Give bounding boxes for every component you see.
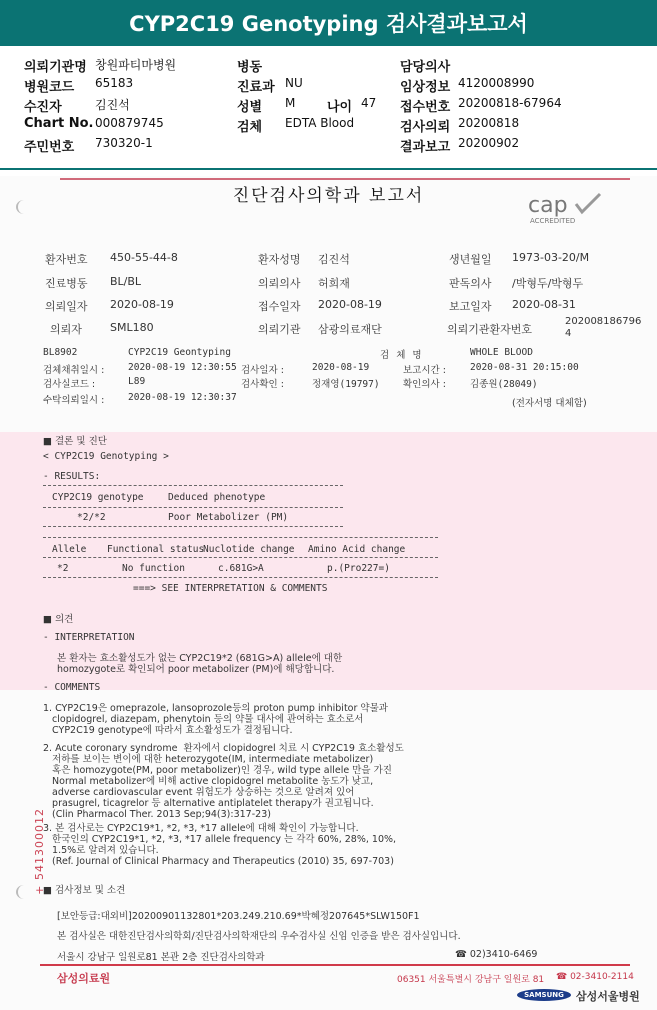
receipt-value: 20200818-67964 (458, 96, 562, 110)
report-header (0, 52, 657, 170)
row3-label2: 의뢰기관 (258, 323, 301, 336)
lab-phone: ☎ 02)3410-6469 (455, 949, 538, 960)
room-label: 검사실코드 : (43, 379, 96, 390)
row3-value2: 삼광의료재단 (318, 323, 382, 336)
report-time-value: 2020-08-31 20:15:00 (470, 362, 579, 373)
row0-value2: 김진석 (318, 253, 350, 266)
hcode-label: 병원코드 (24, 80, 75, 95)
col-genotype: CYP2C19 genotype (52, 492, 144, 503)
cap-logo-sub: ACCREDITED (530, 217, 576, 225)
row2-value3: 2020-08-31 (512, 298, 576, 311)
sex-value: M (285, 96, 296, 110)
row1-label3: 판독의사 (449, 277, 492, 290)
divider (43, 485, 343, 486)
sex-label: 성별 (237, 100, 263, 115)
divider (43, 507, 343, 508)
info-heading: ■ 검사정보 및 소견 (43, 885, 126, 896)
specimen-name-label: 검 체 명 (380, 350, 424, 361)
row0-value1: 450-55-44-8 (110, 251, 178, 264)
report-banner-title: CYP2C19 Genotyping 검사결과보고서 (0, 0, 657, 46)
cap-logo-text: cap (528, 193, 568, 218)
footer-address: 06351 서울특별시 강남구 일원로 81 (397, 975, 545, 985)
result-value: 20200902 (458, 136, 520, 150)
collect-label: 검체채취일시 : (43, 365, 105, 376)
interpretation-text: 본 환자는 효소활성도가 없는 CYP2C19*2 (681G>A) allele에 대한 homozygote로 확인되어 poor metabolizer (PM)에 해당합니다. (57, 653, 343, 675)
row2-label1: 의뢰일자 (45, 300, 88, 313)
footer-left-logo: 삼성의료원 (57, 972, 111, 985)
conclusion-heading: ■ 결론 및 진단 (43, 436, 107, 447)
row3-label3: 의뢰기관환자번호 (447, 323, 533, 336)
divider (43, 537, 438, 538)
row3-value3-extra: 4 (565, 328, 572, 339)
exam-date-value: 2020-08-19 (312, 362, 370, 373)
esign-note: (전자서명 대체함) (512, 398, 587, 409)
punch-hole (16, 885, 32, 899)
divider (43, 557, 438, 558)
checker-value: 정재영(19797) (312, 379, 380, 390)
receipt-label: 접수번호 (400, 100, 451, 115)
chart-label: Chart No. (24, 116, 94, 131)
row1-label2: 의뢰의사 (258, 277, 301, 290)
test-code: BL8902 (43, 347, 78, 358)
rrn-value: 730320-1 (95, 136, 153, 150)
lab-address: 서울시 강남구 일원로81 본관 2층 진단검사의학과 (57, 952, 265, 963)
specimen-name-value: WHOLE BLOOD (470, 347, 533, 358)
vertical-code (33, 808, 47, 895)
comment-2: 2. Acute coronary syndrome 환자에서 clopidogrel 치료 시 CYP2C19 효소활성도 저하를 보이는 변이에 대한 heterozygote(IM, intermediate metabolizer) 혹은 homozygote(PM, poor metabolizer)인 경우, wild type allele 만을 가진 Normal metabolizer에 비해 active clopidogrel metabolite 농도가 낮고, adverse cardiovascular event 위험도가 상승하는 것으로 알려져 있어 prasugrel, ticagrelor 등 alternative antiplatelet therapy가 권고됩니다. (Clin Pharmacol Ther. 2013 Sep;94(3):317-23) (43, 743, 404, 820)
col-nuc: Nuclotide change (203, 544, 295, 555)
room-value: L89 (128, 376, 146, 387)
specimen-label: 검체 (237, 120, 263, 135)
receive-value: 2020-08-19 12:30:37 (128, 392, 237, 403)
request-value: 20200818 (458, 116, 520, 130)
dept-label: 진료과 (237, 80, 275, 95)
test-name: CYP2C19 Geontyping (128, 347, 231, 358)
func-value: No function (122, 563, 185, 574)
report-title: 진단검사의학과 보고서 (232, 186, 425, 206)
row1-value1: BL/BL (110, 275, 142, 288)
age-label: 나이 (327, 100, 353, 115)
clinical-value: 4120008990 (458, 76, 535, 90)
doctor-label: 담당의사 (400, 60, 451, 75)
row1-value2: 허희재 (318, 277, 350, 290)
hcode-value: 65183 (95, 76, 134, 90)
report-top-rule (60, 178, 630, 180)
col-allele: Allele (52, 544, 87, 555)
header-divider (0, 168, 657, 170)
confirm-label: 확인의사 : (403, 379, 446, 390)
row0-value3: 1973-03-20/M (512, 251, 590, 264)
clinical-label: 임상정보 (400, 80, 451, 95)
report-time-label: 보고시간 : (403, 365, 446, 376)
divider (43, 577, 438, 578)
see-interpretation: ===> SEE INTERPRETATION & COMMENTS (133, 583, 328, 594)
cap-accredited-logo (528, 190, 610, 226)
allele-value: *2 (57, 563, 69, 574)
inst-value: 창원파티마병원 (95, 58, 177, 72)
footer-hospital: 삼성서울병원 (576, 990, 640, 1003)
confirm-value: 김종원(28049) (470, 379, 538, 390)
rrn-label: 주민번호 (24, 140, 75, 155)
patient-value: 김진석 (95, 98, 130, 112)
request-label: 검사의뢰 (400, 120, 451, 135)
ward-label: 병동 (237, 60, 263, 75)
security-line: [보안등급:대외비]20200901132801*203.249.210.69*박혜정207645*SLW150F1 (57, 911, 420, 922)
specimen-value: EDTA Blood (285, 116, 355, 130)
footer-rule (40, 964, 630, 966)
checker-label: 검사확인 : (241, 379, 284, 390)
row3-value3: 202008186796 (565, 316, 642, 327)
comment-3: 3. 본 검사로는 CYP2C19*1, *2, *3, *17 allele에 대해 확인이 가능합니다. 한국인의 CYP2C19*1, *2, *3, *17 allele frequency 는 각각 60%, 28%, 10%, 1.5%로 알려져 있습니다. (Ref. Journal of Clinical Pharmacy and Therapeutics (2010) 35, 697-703) (43, 823, 397, 867)
row3-value1: SML180 (110, 321, 154, 334)
samsung-logo: SAMSUNG (517, 989, 571, 1001)
col-func: Functional status (107, 544, 205, 555)
receive-label: 수탁의뢰일시 : (43, 395, 105, 406)
col-phenotype: Deduced phenotype (168, 492, 266, 503)
divider (43, 526, 343, 527)
results-heading: - RESULTS: (43, 471, 101, 482)
comment-1: 1. CYP2C19은 omeprazole, lansoprozole등의 proton pump inhibitor 약물과 clopidogrel, diazepam, phenytoin 등의 약물 대사에 관여하는 효소로서 CYP2C19 genotype에 따라서 효소활성도가 결정됩니다. (43, 703, 388, 736)
genotype-value: *2/*2 (77, 512, 106, 523)
interpretation-heading: - INTERPRETATION (43, 632, 135, 643)
result-label: 결과보고 (400, 140, 451, 155)
row2-label2: 접수일자 (258, 300, 301, 313)
row1-label1: 진료병동 (45, 277, 88, 290)
comments-heading: - COMMENTS (43, 682, 101, 693)
row0-label1: 환자번호 (45, 253, 88, 266)
patient-label: 수진자 (24, 100, 62, 115)
row2-label3: 보고일자 (449, 300, 492, 313)
inst-label: 의뢰기관명 (24, 60, 87, 75)
nuc-value: c.681G>A (218, 563, 264, 574)
vertical-code-text: + 541300012 (33, 808, 46, 895)
punch-hole (16, 200, 32, 214)
row0-label2: 환자성명 (258, 253, 301, 266)
row0-label3: 생년월일 (449, 253, 492, 266)
genotyping-heading: < CYP2C19 Genotyping > (43, 451, 169, 462)
report-footer (0, 964, 657, 1010)
row2-value2: 2020-08-19 (318, 298, 382, 311)
exam-date-label: 검사일자 : (241, 365, 284, 376)
row1-value3: /박형두/박형두 (512, 277, 584, 290)
footer-phone: ☎ 02-3410-2114 (556, 972, 634, 982)
phenotype-value: Poor Metabolizer (PM) (168, 512, 289, 523)
row2-value1: 2020-08-19 (110, 298, 174, 311)
amino-value: p.(Pro227=) (327, 563, 390, 574)
col-amino: Amino Acid change (308, 544, 406, 555)
collect-value: 2020-08-19 12:30:55 (128, 362, 237, 373)
dept-value: NU (285, 76, 303, 90)
chart-value: 000879745 (95, 116, 164, 130)
certification-text: 본 검사실은 대한진단검사의학회/진단검사의학재단의 우수검사실 신임 인증을 받은 검사실입니다. (57, 931, 461, 942)
row3-label1: 의뢰자 (50, 323, 82, 336)
opinion-heading: ■ 의견 (43, 614, 74, 625)
age-value: 47 (361, 96, 377, 110)
